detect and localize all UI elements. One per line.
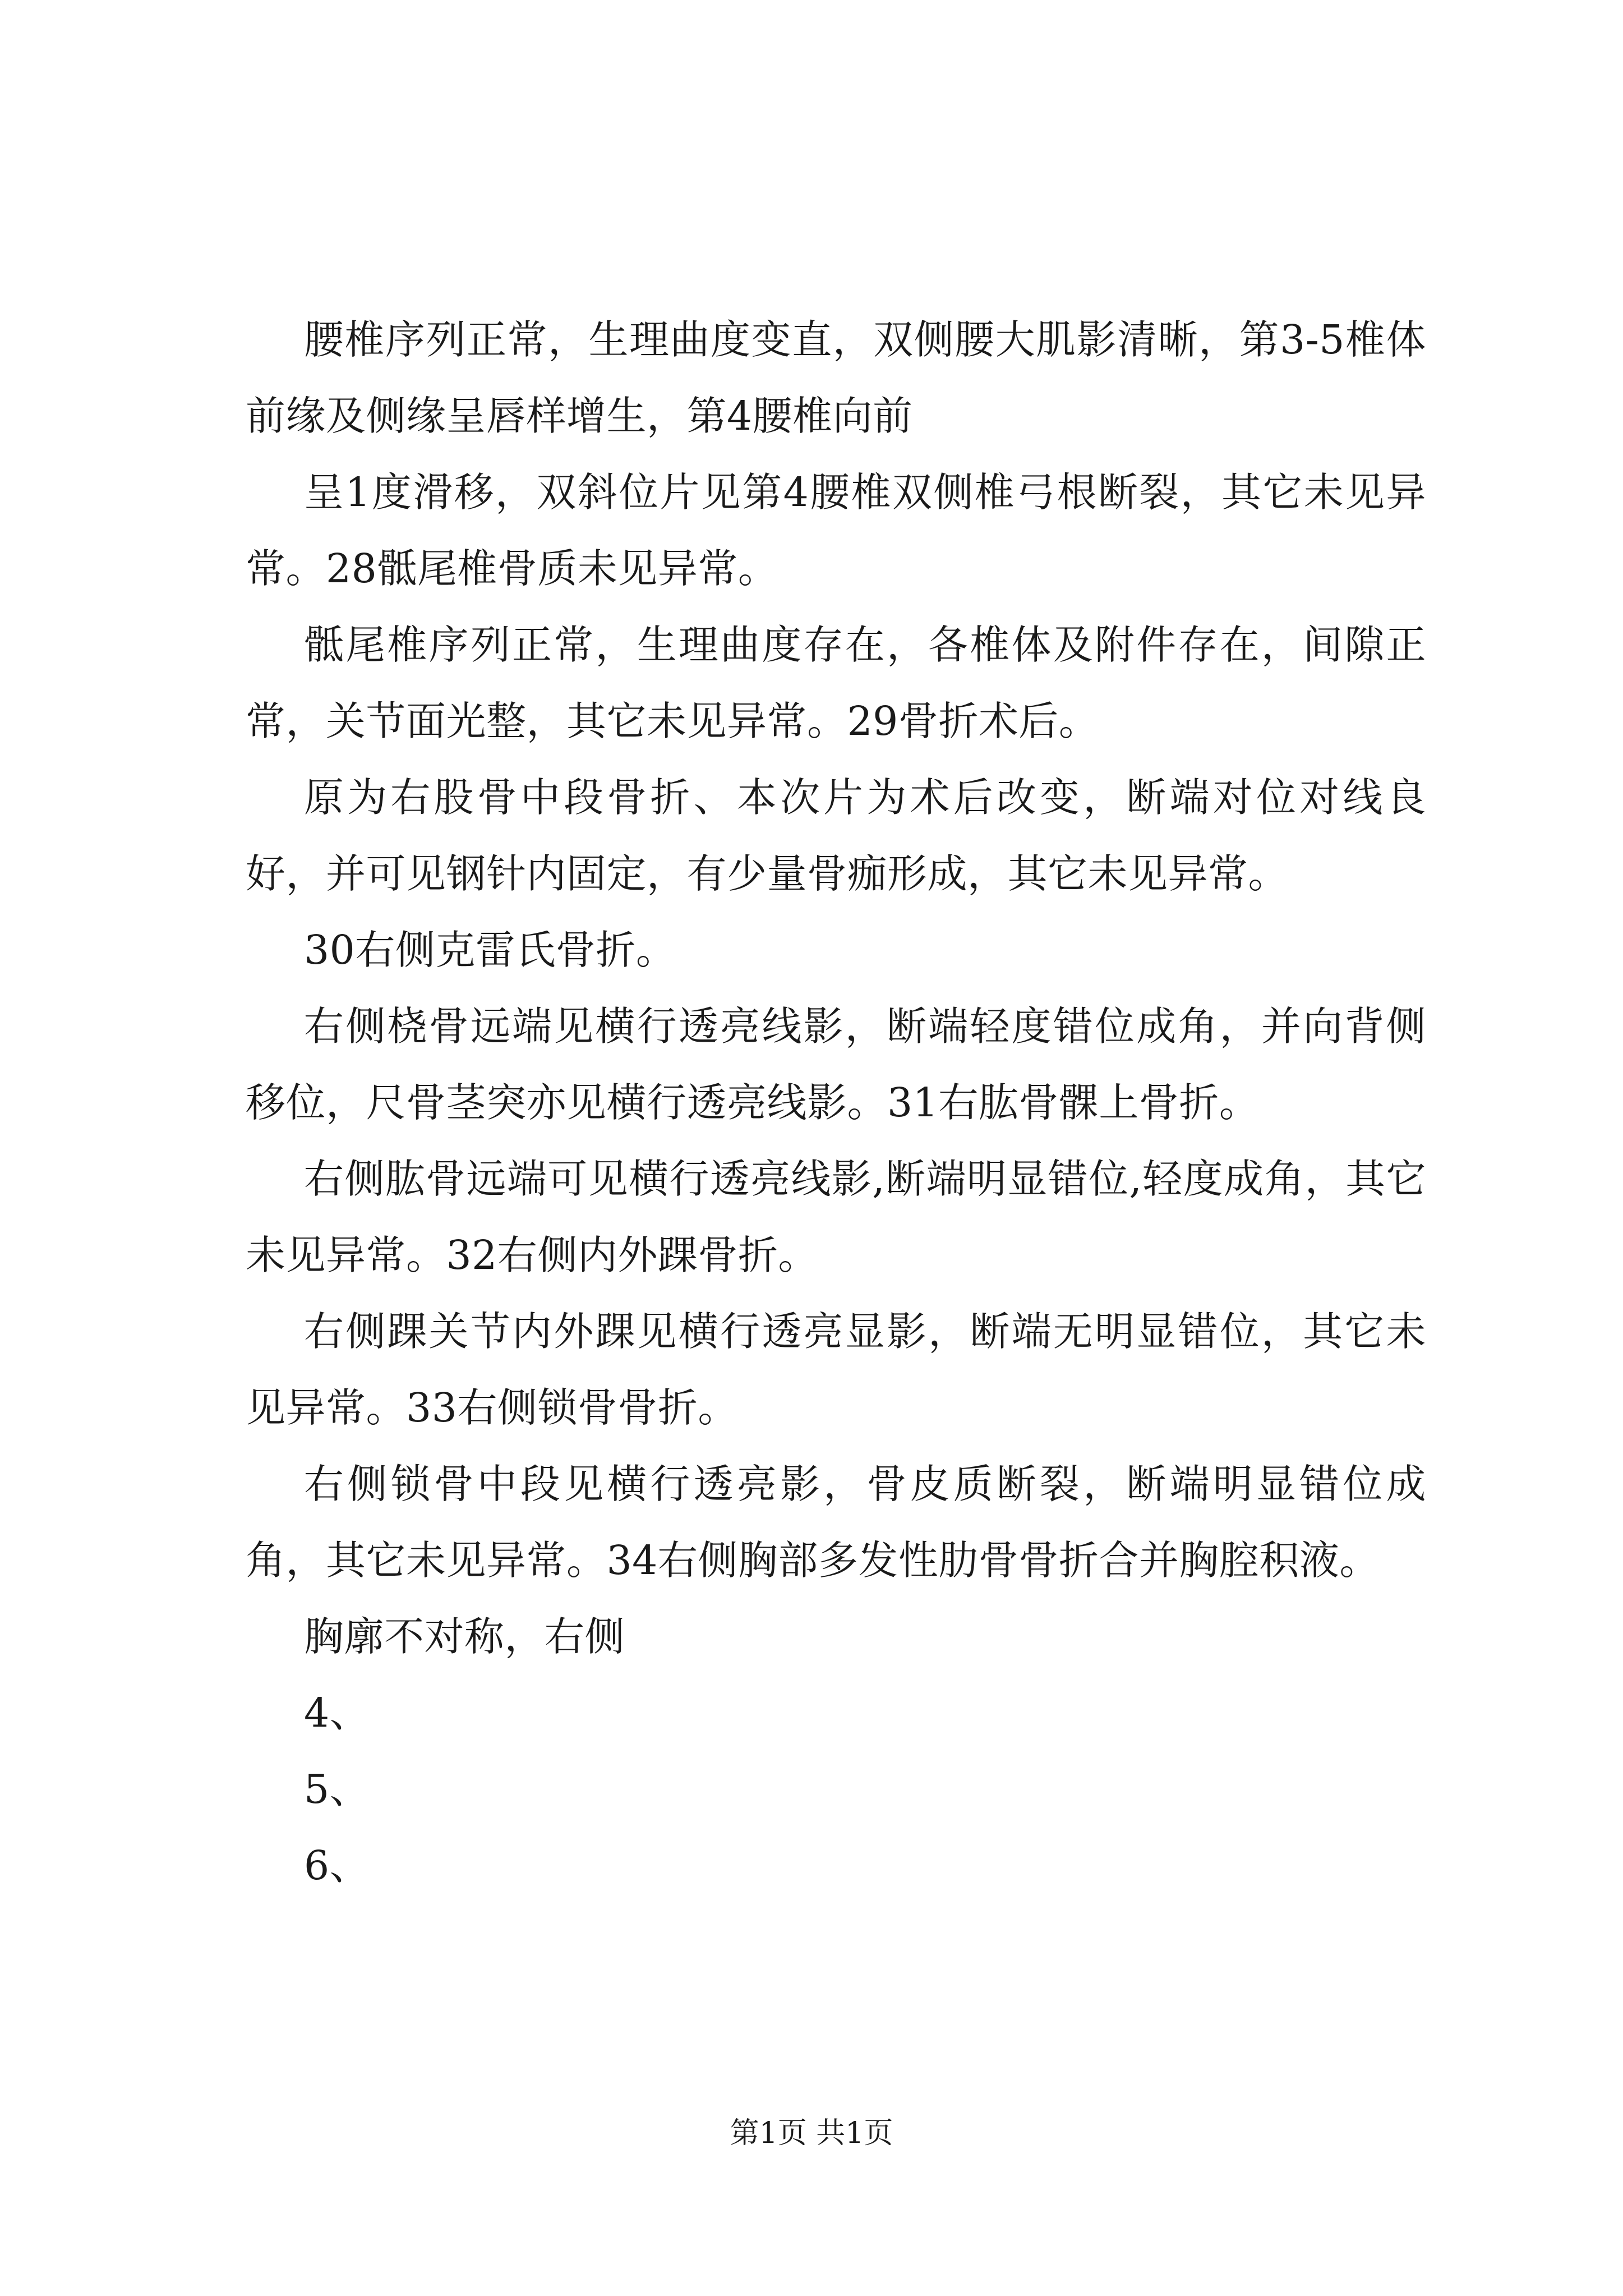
list-item: 6、: [304, 1842, 370, 1889]
paragraph: 右侧桡骨远端见横行透亮线影，断端轻度错位成角，并向背侧移位，尺骨茎突亦见横行透亮线影。31右肱骨髁上骨折。: [246, 1003, 1426, 1126]
document-body: [246, 302, 1426, 1904]
paragraph: 胸廓不对称，右侧: [304, 1613, 625, 1660]
paragraph: 原为右股骨中段骨折、本次片为术后改变，断端对位对线良好，并可见钢针内固定，有少量骨痂形成，其它未见异常。: [246, 774, 1426, 897]
paragraph: 右侧踝关节内外踝见横行透亮显影，断端无明显错位，其它未见异常。33右侧锁骨骨折。: [246, 1308, 1426, 1431]
paragraph: 30右侧克雷氏骨折。: [304, 927, 676, 973]
page-footer: 第1页 共1页: [730, 2116, 893, 2150]
list-item: 5、: [304, 1766, 370, 1812]
paragraph: 呈1度滑移，双斜位片见第4腰椎双侧椎弓根断裂，其它未见异常。28骶尾椎骨质未见异常。: [246, 469, 1426, 592]
paragraph: 腰椎序列正常，生理曲度变直，双侧腰大肌影清晰，第3-5椎体前缘及侧缘呈唇样增生，第4腰椎向前: [246, 316, 1426, 439]
list-item: 4、: [304, 1690, 370, 1736]
paragraph: 右侧肱骨远端可见横行透亮线影,断端明显错位,轻度成角，其它未见异常。32右侧内外踝骨折。: [246, 1156, 1426, 1278]
paragraph: 骶尾椎序列正常，生理曲度存在，各椎体及附件存在，间隙正常，关节面光整，其它未见异常。29骨折术后。: [246, 622, 1426, 744]
paragraph: 右侧锁骨中段见横行透亮影，骨皮质断裂，断端明显错位成角，其它未见异常。34右侧胸部多发性肋骨骨折合并胸腔积液。: [246, 1461, 1426, 1584]
